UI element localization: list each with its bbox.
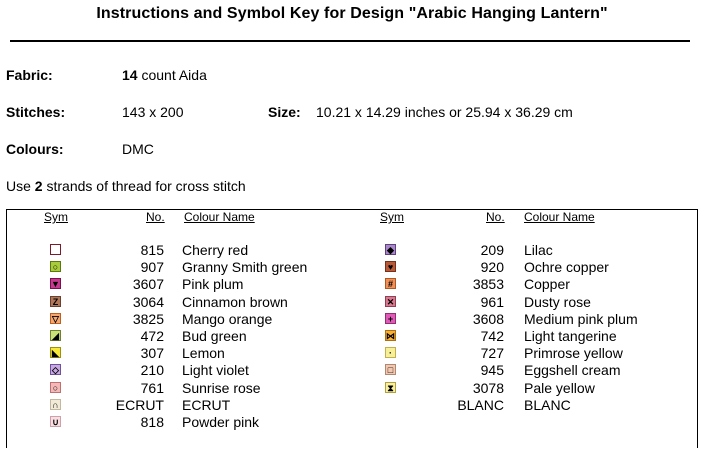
- cross-x-icon: ✕: [386, 296, 395, 307]
- dmc-number: 945: [480, 362, 504, 379]
- heart-icon: ♥: [385, 261, 396, 272]
- dot-icon: ·: [385, 347, 396, 358]
- letter-z-icon: Z: [50, 296, 61, 307]
- strand-count: 2: [34, 178, 43, 194]
- cup-icon: ∪: [50, 416, 61, 427]
- instruction-prefix: Use: [6, 178, 35, 194]
- colour-name: Pink plum: [182, 276, 244, 293]
- fabric-label: Fabric:: [6, 67, 53, 83]
- colour-name: Medium pink plum: [524, 310, 638, 327]
- colour-name: Sunrise rose: [182, 379, 261, 396]
- dmc-number: 3825: [132, 310, 164, 327]
- outline-triangle-icon: ▽: [50, 313, 61, 324]
- fabric-count: 14: [122, 67, 138, 83]
- table-row: [0, 380, 704, 397]
- stitches-value: 143 x 200: [122, 104, 184, 120]
- dmc-number: 727: [480, 345, 504, 362]
- strand-instruction: [6, 178, 246, 194]
- colour-name: Eggshell cream: [524, 362, 621, 379]
- corner-triangle-icon: ◣: [50, 347, 61, 358]
- dmc-number: 3064: [132, 293, 164, 310]
- table-row: [0, 397, 704, 414]
- dmc-number: 3853: [472, 276, 504, 293]
- colour-name: ECRUT: [182, 396, 231, 413]
- hollow-square-icon: □: [385, 364, 396, 375]
- dmc-number: 3608: [472, 310, 504, 327]
- colour-name: Pale yellow: [524, 379, 595, 396]
- down-triangle-icon: ▼: [51, 279, 60, 290]
- dmc-number: 742: [480, 328, 504, 344]
- bowtie-icon: ⋈: [386, 331, 395, 341]
- fabric-value: [122, 67, 207, 83]
- dmc-number: 907: [140, 259, 164, 276]
- size-label: Size:: [268, 104, 301, 120]
- plus-icon: +: [385, 313, 396, 324]
- colour-name: Cinnamon brown: [182, 293, 288, 310]
- colour-name: Bud green: [182, 328, 247, 344]
- stitches-label: Stitches:: [6, 104, 66, 120]
- colour-name: Copper: [524, 276, 570, 293]
- dmc-number: 3078: [472, 379, 504, 396]
- dmc-number: 209: [480, 242, 504, 258]
- title-divider: [10, 40, 690, 42]
- diamond-icon: ◇: [50, 364, 61, 375]
- sym-header-left: Sym: [44, 210, 68, 224]
- dmc-number: 815: [140, 242, 164, 258]
- dmc-number: BLANC: [457, 396, 504, 413]
- table-row: [0, 345, 704, 362]
- colour-name: Dusty rose: [524, 293, 591, 310]
- table-row: [0, 311, 704, 328]
- fabric-type: count Aida: [137, 67, 207, 83]
- colour-name: Ochre copper: [524, 259, 609, 276]
- dmc-number: ECRUT: [115, 396, 164, 413]
- colour-name: BLANC: [524, 396, 571, 413]
- size-value: 10.21 x 14.29 inches or 25.94 x 36.29 cm: [316, 104, 573, 120]
- instruction-suffix: strands of thread for cross stitch: [42, 178, 246, 194]
- dmc-number: 920: [480, 259, 504, 276]
- blank-icon: [385, 399, 396, 410]
- dmc-number: 3607: [132, 276, 164, 293]
- corner-triangle-icon: ◢: [50, 330, 61, 341]
- colours-value: DMC: [122, 141, 154, 157]
- colour-name: Light tangerine: [524, 328, 617, 344]
- no-header-left: No.: [146, 210, 165, 224]
- table-row: [0, 362, 704, 379]
- page-title: Instructions and Symbol Key for Design "Arabic Hanging Lantern": [96, 5, 608, 22]
- colour-name-header-right: Colour Name: [524, 210, 595, 224]
- circle-icon: ○: [50, 382, 61, 393]
- table-row: [0, 328, 704, 345]
- dmc-number: 472: [140, 328, 164, 344]
- table-row: [0, 276, 704, 293]
- colour-name: Mango orange: [182, 310, 273, 327]
- sym-header-right: Sym: [380, 210, 404, 224]
- diamond-icon: ◆: [385, 244, 396, 255]
- hourglass-icon: ⧗: [385, 382, 396, 393]
- colour-name: Primrose yellow: [524, 345, 623, 362]
- table-row: [0, 259, 704, 276]
- table-row: [0, 242, 704, 259]
- dmc-number: 961: [480, 293, 504, 310]
- colour-name: Lilac: [524, 242, 553, 258]
- colour-name-header-left: Colour Name: [184, 210, 255, 224]
- colour-name: Light violet: [182, 362, 249, 379]
- colours-label: Colours:: [6, 141, 64, 157]
- circle-icon: ○: [50, 261, 61, 272]
- dmc-number: 307: [140, 345, 164, 362]
- arch-icon: ∩: [50, 399, 61, 410]
- no-header-right: No.: [486, 210, 505, 224]
- dmc-number: 761: [140, 379, 164, 396]
- dmc-number: 210: [140, 362, 164, 379]
- colour-name: Granny Smith green: [182, 259, 308, 276]
- hash-icon: #: [385, 278, 396, 289]
- table-row: [0, 414, 704, 431]
- dmc-number: 818: [140, 414, 164, 430]
- table-row: [0, 294, 704, 311]
- colour-name: Powder pink: [182, 414, 260, 430]
- colour-name: Cherry red: [182, 242, 249, 258]
- colour-name: Lemon: [182, 345, 225, 362]
